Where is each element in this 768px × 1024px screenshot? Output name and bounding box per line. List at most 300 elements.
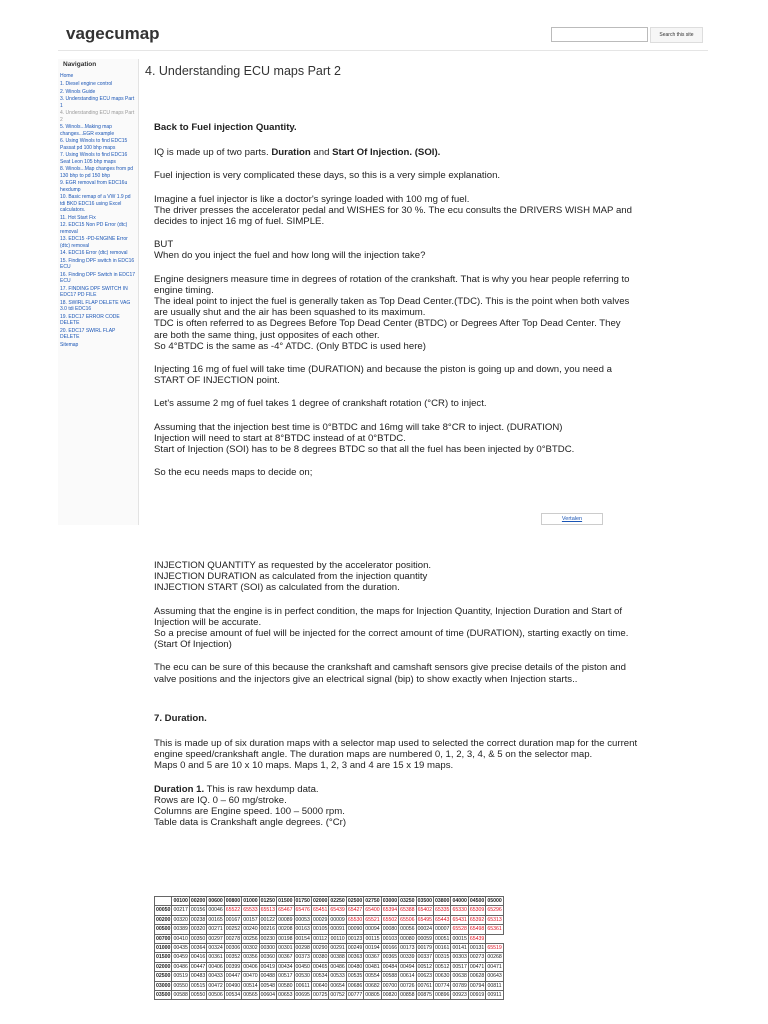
table-cell: 00194 [365,945,380,952]
table-cell: 65400 [365,907,380,914]
table-header-cell: 03000 [382,898,398,905]
table-cell: 00230 [260,935,276,942]
iq-soi: Start Of Injection. (SOI). [332,147,441,159]
table-cell: 65402 [417,907,432,914]
sidebar-item-3[interactable]: 3. Understanding ECU maps Part 1 [60,96,135,109]
table-cell: 65522 [225,907,241,914]
table-cell: 00324 [208,945,223,952]
table-cell: 00628 [469,973,485,980]
table-row [155,953,504,962]
table-cell: 00406 [243,963,258,970]
sidebar-item-18[interactable]: 18. SWIRL FLAP DELETE VAG 3.0 tdi EDC16 [60,300,131,313]
table-row-header: 02500 [156,973,171,980]
duration1-data: Table data is Crankshaft angle degrees. (°Cr) [154,817,347,829]
sidebar-item-17[interactable]: 17. FINDING DPF SWITCH IN EDC17 PD FILE [60,286,128,299]
table-cell: 00217 [173,907,188,914]
table-header-cell: 04000 [452,898,467,905]
table-cell: 65361 [487,926,502,933]
table-cell: 00337 [417,954,432,961]
imagine-line-1: Imagine a fuel injector is like a doctor's syringe loaded with 100 mg of fuel. [154,193,470,205]
duration-hexdump-table [154,896,504,1000]
duration1-columns: Columns are Engine speed. 100 – 5000 rpm. [154,806,345,818]
table-cell: 65330 [452,907,467,914]
table-header-cell: 00200 [190,898,206,905]
table-cell: 00480 [347,963,363,970]
table-cell: 00373 [295,954,310,961]
table-cell: 00777 [347,992,363,998]
duration1-rows: Rows are IQ. 0 – 60 mg/stroke. [154,794,287,806]
page-title: 4. Understanding ECU maps Part 2 [145,64,341,78]
table-cell: 00858 [400,992,415,998]
table-cell: 00682 [365,982,380,989]
table-cell: 00090 [347,926,363,933]
table-cell: 00302 [243,945,258,952]
table-cell: 00700 [382,982,398,989]
table-row [155,962,504,971]
table-cell: 00105 [312,926,328,933]
table-cell: 00725 [312,992,328,998]
table-cell: 65530 [347,916,363,923]
table-cell: 00029 [312,916,328,923]
perfect-line-1: Assuming that the engine is in perfect condition, the maps for Injection Quantity, Injection Duration and Start of Injection will be accurate. [154,605,623,628]
table-cell: 00494 [400,963,415,970]
table-cell: 65528 [452,926,467,933]
table-cell: 00483 [190,973,206,980]
table-cell: 00303 [452,954,467,961]
table-cell: 00089 [278,916,293,923]
table-cell: 00364 [190,945,206,952]
table-cell: 00339 [400,954,415,961]
table-cell: 00611 [295,982,310,989]
table-cell: 00434 [278,963,293,970]
table-cell: 00811 [487,982,502,989]
table-cell: 00471 [487,963,502,970]
table-cell: 00488 [260,973,276,980]
table-cell: 00517 [452,963,467,970]
designers-paragraph [154,274,634,352]
table-cell: 00695 [295,992,310,998]
table-header-cell: 02000 [312,898,328,905]
designers-line-3: TDC is often referred to as Degrees Before Top Dead Center (BTDC) or Degrees After Top Dead Center. They are both the same thing, just opposites of each other. [154,318,621,341]
but-line-2: When do you inject the fuel and how long will the injection take? [154,250,426,262]
table-cell: 00534 [312,973,328,980]
table-cell: 00911 [487,992,502,998]
table-cell: 00110 [330,935,345,942]
table-cell: 65502 [382,916,398,923]
table-cell: 65506 [400,916,415,923]
table-header-cell: 01000 [243,898,258,905]
table-cell: 00320 [173,916,188,923]
best-time-paragraph [154,422,634,456]
table-cell: 00472 [208,982,223,989]
table-cell: 65519 [487,945,502,952]
injecting-paragraph: Injecting 16 mg of fuel will take time (DURATION) and because the piston is going up and down, you need a START OF INJECTION point. [154,364,612,387]
table-cell: 00165 [208,916,223,923]
table-cell: 00350 [190,935,206,942]
table-cell: 65498 [469,926,485,933]
table-cell: 00774 [435,982,450,989]
table-row-header: 01500 [156,954,171,961]
table-cell: 00046 [208,907,223,914]
table-cell: 00252 [225,926,241,933]
table-cell: 00514 [243,982,258,989]
table-cell: 00588 [173,992,188,998]
sidebar-item-11[interactable]: 11. Hot Start Fix [60,214,96,221]
imagine-paragraph [154,194,634,228]
table-row [155,990,504,999]
table-header-cell: 03800 [435,898,450,905]
table-cell: 00588 [382,973,398,980]
table-cell: 00167 [225,916,241,923]
but-line-1: BUT [154,239,174,251]
table-cell: 00535 [347,973,363,980]
table-header-cell: 02500 [347,898,363,905]
nav-heading: Navigation [63,61,97,68]
ecu-maps-paragraph: So the ecu needs maps to decide on; [154,467,313,479]
table-cell: 00161 [435,945,450,952]
table-cell: 00056 [400,926,415,933]
table-cell: 00533 [330,973,345,980]
sidebar-item-2[interactable]: 2. Winols Guide [60,88,96,95]
table-cell: 00433 [208,973,223,980]
table-cell: 00053 [295,916,310,923]
duration1-desc: This is raw hexdump data. [204,783,319,795]
six-maps-line-1: This is made up of six duration maps with a selector map used to selected the correct duration map for the current engine speed/crankshaft angle. The duration maps are numbered 0, 1, 2, 3, 4, & 5 on the selector map. [154,738,638,761]
table-cell: 00481 [365,963,380,970]
table-cell: 00565 [243,992,258,998]
assume-paragraph: Let's assume 2 mg of fuel takes 1 degree of crankshaft rotation (°CR) to inject. [154,398,487,410]
table-header-cell: 01750 [295,898,310,905]
table-cell: 00450 [295,963,310,970]
sidebar-item-7[interactable]: 7. Using Winols to find EDC16 Seat Leon 105 bhp maps [60,152,128,165]
table-cell: 65392 [469,916,485,923]
table-cell: 00256 [243,935,258,942]
table-cell: 00604 [260,992,276,998]
best-line-3: Start of Injection (SOI) has to be 8 degrees BTDC so that all the fuel has been injected by 0°BTDC. [154,444,575,456]
table-cell: 00091 [330,926,345,933]
table-cell: 00356 [243,954,258,961]
table-header-cell: 04500 [469,898,485,905]
table-cell: 00154 [295,935,310,942]
sidebar-item-6[interactable]: 6. Using Winols to find EDC15 Passat pd 100 bhp maps [60,138,128,151]
table-cell: 00726 [400,982,415,989]
designers-line-2: The ideal point to inject the fuel is generally taken as Top Dead Center.(TDC). This is the point when both valves are usually shut and the air has been squashed to its maximum. [154,296,630,319]
sidebar-item-10[interactable]: 10. Basic remap of a VW 1.9 pd tdi BKD EDC16 using Excel calculators. [60,194,131,213]
table-cell: 00875 [417,992,432,998]
table-cell: 00080 [400,935,415,942]
table-cell: 00059 [417,935,432,942]
table-cell: 00238 [190,916,206,923]
perfect-condition-paragraph [154,606,644,651]
table-cell: 00580 [278,982,293,989]
table-cell: 00291 [330,945,345,952]
table-cell: 00530 [295,973,310,980]
table-cell: 00794 [469,982,485,989]
sidebar-item-home[interactable]: Home [60,73,74,79]
iq-text: IQ is made up of two parts. [154,147,272,159]
table-cell: 00367 [278,954,293,961]
table-cell: 00484 [382,963,398,970]
table-row [155,934,504,943]
table-cell: 00919 [469,992,485,998]
table-row-header: 00200 [156,916,171,923]
table-cell: 00268 [487,954,502,961]
table-cell: 00380 [312,954,328,961]
table-row [155,925,504,934]
table-cell: 00249 [347,945,363,952]
table-cell: 00896 [435,992,450,998]
map-duration: INJECTION DURATION as calculated from the injection quantity [154,571,428,583]
table-cell: 65394 [382,907,398,914]
six-maps-line-2: Maps 0 and 5 are 10 x 10 maps. Maps 1, 2, 3 and 4 are 15 x 19 maps. [154,760,454,772]
sidebar-item-9[interactable]: 9. EGR removal from EDC16u hexdump [60,180,128,193]
table-cell: 00471 [469,963,485,970]
header-divider [58,50,708,51]
table-cell: 00506 [208,992,223,998]
table-cell: 00367 [365,954,380,961]
table-cell: 00051 [435,935,450,942]
table-cell: 00435 [173,945,188,952]
table-cell: 65533 [243,907,258,914]
designers-line-4: So 4°BTDC is the same as -4° ATDC. (Only BTDC is used here) [154,340,426,352]
table-cell: 00447 [190,963,206,970]
site-title[interactable]: vagecumap [66,24,160,43]
table-cell: 00157 [243,916,258,923]
table-cell: 00761 [417,982,432,989]
table-cell: 00315 [435,954,450,961]
table-header-cell: 03500 [417,898,432,905]
complicated-paragraph: Fuel injection is very complicated these days, so this is a very simple explanation. [154,170,501,182]
sidebar-item-sitemap[interactable]: Sitemap [60,342,79,349]
sidebar-item-12[interactable]: 12. EDC15 Non PD Error (dtc) removal [60,222,128,235]
table-cell: 00352 [225,954,241,961]
table-cell: 65431 [452,916,467,923]
table-cell: 65335 [435,907,450,914]
sidebar-item-8[interactable]: 8. Winols...Map changes from pd 130 bhp to pd 150 bhp [60,166,134,179]
table-cell: 65443 [435,916,450,923]
table-cell: 00548 [260,982,276,989]
table-cell: 65309 [469,907,485,914]
table-cell: 00363 [347,954,363,961]
table-header-cell: 00800 [225,898,241,905]
iq-duration: Duration [271,147,311,159]
perfect-line-2: So a precise amount of fuel will be injected for the correct amount of time (DURATION), starting exactly on time.(Start Of Injection) [154,628,629,651]
sidebar-item-1[interactable]: 1. Diesel engine control [60,80,113,87]
but-paragraph [154,239,634,261]
table-header-cell: 01500 [278,898,293,905]
table-cell: 00490 [225,982,241,989]
sidebar-item-13[interactable]: 13. EDC15 -PD-ENGINE Error (dtc) removal [60,236,128,249]
table-cell: 00156 [190,907,206,914]
table-row [155,972,504,981]
six-maps-paragraph [154,738,644,772]
table-cell: 00686 [347,982,363,989]
table-cell: 00122 [260,916,276,923]
search-input[interactable] [551,27,648,42]
table-cell: 00654 [330,982,345,989]
article-body-continued [154,560,644,840]
table-cell: 00512 [435,963,450,970]
table-cell: 00470 [243,973,258,980]
table-header-cell [155,897,172,906]
table-cell: 00173 [400,945,415,952]
table-cell: 65451 [312,907,328,914]
table-header-cell: 00100 [173,898,188,905]
table-cell: 00623 [417,973,432,980]
map-quantity: INJECTION QUANTITY as requested by the accelerator position. [154,560,432,571]
table-cell: 00094 [365,926,380,933]
table-cell: 00297 [208,935,223,942]
nav-list [60,73,136,350]
table-cell: 00820 [382,992,398,998]
table-cell: 00389 [173,926,188,933]
table-cell: 00643 [487,973,502,980]
table-cell: 00320 [190,926,206,933]
table-cell: 00163 [295,926,310,933]
table-cell: 00752 [330,992,345,998]
maps-list [154,560,644,594]
table-row-header: 00700 [156,935,171,942]
table-cell: 00550 [173,982,188,989]
table-cell: 00278 [225,935,241,942]
table-cell: 00388 [330,954,345,961]
table-cell: 00208 [278,926,293,933]
table-cell: 00103 [382,935,398,942]
table-cell: 00290 [312,945,328,952]
table-cell: 00015 [452,935,467,942]
table-cell: 00080 [382,926,398,933]
table-cell: 65427 [347,907,363,914]
section-subtitle: Back to Fuel injection Quantity. [154,122,297,133]
table-cell: 00653 [278,992,293,998]
table-cell: 00515 [190,982,206,989]
table-cell: 00638 [452,973,467,980]
search-button[interactable]: Search this site [650,27,703,43]
table-cell: 00465 [312,963,328,970]
table-cell: 65521 [365,916,380,923]
table-header-cell: 02750 [365,898,380,905]
table-cell: 00301 [278,945,293,952]
sidebar-item-5[interactable]: 5. Winols...Making map changes...EGR example [60,124,115,137]
sidebar [58,59,139,525]
table-header-cell: 03250 [400,898,415,905]
table-cell: 00123 [347,935,363,942]
table-cell: 00399 [225,963,241,970]
table-cell: 00240 [243,926,258,933]
sidebar-item-16[interactable]: 16. Finding DPF Switch in EDC17 ECU [60,272,136,285]
table-cell: 00550 [190,992,206,998]
table-cell: 00166 [382,945,398,952]
table-cell: 65439 [330,907,345,914]
table-cell: 00416 [190,954,206,961]
table-cell: 00131 [469,945,485,952]
table-cell: 00024 [417,926,432,933]
table-cell: 65495 [417,916,432,923]
map-start: INJECTION START (SOI) as calculated from the duration. [154,582,400,594]
table-cell: 00361 [208,954,223,961]
article-body [154,122,634,490]
table-cell: 00273 [469,954,485,961]
table-cell: 00216 [260,926,276,933]
duration-heading: 7. Duration. [154,712,207,724]
table-cell: 00007 [435,926,450,933]
table-row-header: 00050 [156,907,171,914]
table-cell: 00447 [225,973,241,980]
table-row-header: 03000 [156,982,171,989]
table-cell: 00406 [208,963,223,970]
table-cell: 00410 [173,935,188,942]
table-row-header: 02000 [156,963,171,970]
table-header-cell: 02250 [330,898,345,905]
table-cell: 00179 [417,945,432,952]
page-break-gap [0,527,768,557]
table-cell: 00640 [312,982,328,989]
duration1-paragraph [154,784,644,829]
table-cell: 00198 [278,935,293,942]
table-cell: 00805 [365,992,380,998]
table-cell: 00486 [330,963,345,970]
table-cell: 00009 [330,916,345,923]
table-cell: 65388 [400,907,415,914]
table-cell: 00360 [260,954,276,961]
table-cell: 00519 [173,973,188,980]
table-header-cell: 05000 [487,898,502,905]
table-cell: 65439 [469,935,485,942]
table-cell: 00365 [382,954,398,961]
table-cell: 65513 [260,907,276,914]
table-cell: 00512 [417,963,432,970]
table-cell: 00517 [278,973,293,980]
sidebar-item-14[interactable]: 14. EDC16 Error (dtc) removal [60,250,128,257]
table-row [155,981,504,990]
sidebar-item-4-current[interactable]: 4. Understanding ECU maps Part 2 [60,110,135,123]
sensors-paragraph: The ecu can be sure of this because the crankshaft and camshaft sensors give precise details of the piston and valve positions and the injectors give an electrical signal (bip) to show exactly when Injection starts.. [154,662,626,685]
sidebar-item-19[interactable]: 19. EDC17 ERROR CODE DELETE [60,314,120,327]
table-cell: 00419 [260,963,276,970]
translate-link[interactable]: Vertalen [541,513,603,525]
table-cell: 00300 [260,945,276,952]
table-cell: 00789 [452,982,467,989]
table-cell: 00271 [208,926,223,933]
table-cell: 00486 [173,963,188,970]
table-header-cell: 00600 [208,898,223,905]
table-row [155,915,504,924]
table-cell: 00141 [452,945,467,952]
best-line-2: Injection will need to start at 8°BTDC instead of at 0°BTDC. [154,432,406,444]
table-row-header: 01000 [156,945,171,952]
sidebar-item-15[interactable]: 15. Finding DPF switch in EDC16 ECU [60,258,135,271]
table-header-cell: 01250 [260,898,276,905]
table-cell: 65313 [487,916,502,923]
table-row [155,906,504,915]
table-cell: 00554 [365,973,380,980]
table-cell: 65296 [487,907,502,914]
table-cell: 00630 [435,973,450,980]
table-cell: 00115 [365,935,380,942]
imagine-line-2: The driver presses the accelerator pedal and WISHES for 30 %. The ecu consults the DRIVERS WISH MAP and decides to inject 16 mg of fuel. SIMPLE. [154,204,632,228]
table-cell: 00534 [225,992,241,998]
table-cell: 00298 [295,945,310,952]
iq-and: and [310,147,333,159]
iq-paragraph [154,147,634,158]
table-cell: 00459 [173,954,188,961]
table-cell: 65476 [295,907,310,914]
designers-line-1: Engine designers measure time in degrees of rotation of the crankshaft. That is why you hear people referring to engine timing. [154,273,630,296]
sidebar-item-20[interactable]: 20. EDC17 SWIRL FLAP DELETE [60,328,116,341]
table-cell: 00112 [313,935,328,942]
table-cell: 65467 [278,907,293,914]
table-row-header: 03500 [156,992,171,998]
